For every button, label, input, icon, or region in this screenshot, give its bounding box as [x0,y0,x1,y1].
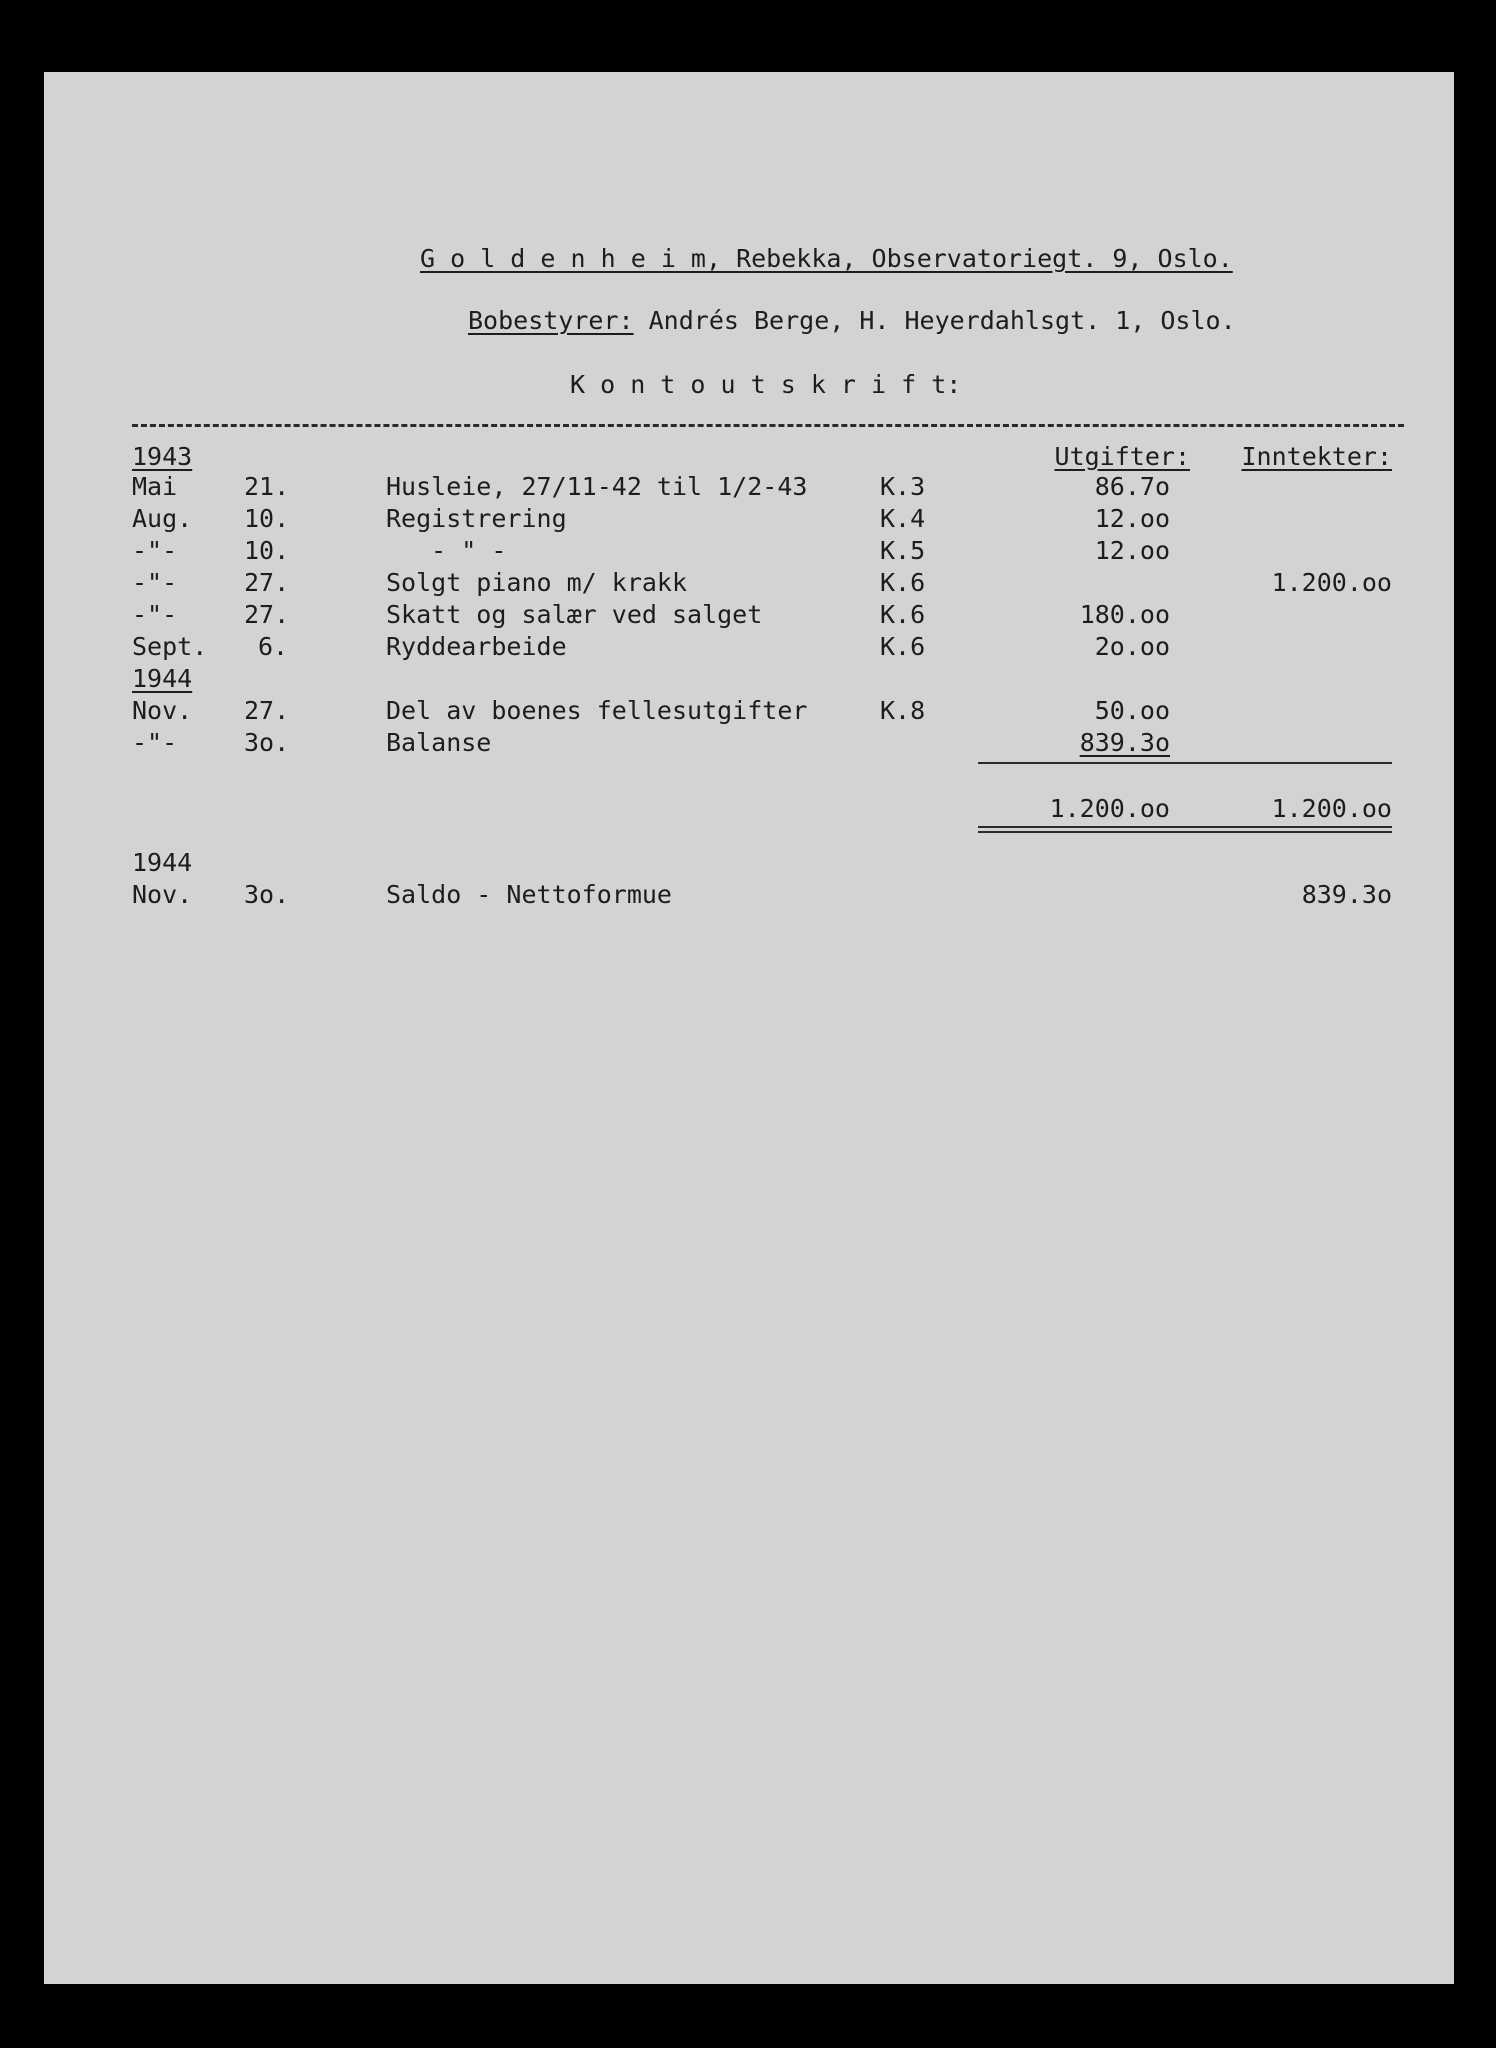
saldo-year: 1944 [132,848,193,877]
row-expense: 86.7o [1094,472,1170,501]
row-text: - " - [386,536,507,565]
document-page [44,72,1454,1984]
year-1944: 1944 [132,664,193,693]
header-rule [132,424,1404,427]
saldo-text: Saldo - Nettoformue [386,880,672,909]
total-expenses: 1.200.oo [1049,794,1170,823]
estate-owner-line: G o l d e n h e i m, Rebekka, Observatoriegt. 9, Oslo. [420,244,1233,273]
row-month: Nov. [132,696,193,725]
row-expense: 2o.oo [1094,632,1170,661]
row-text: Ryddearbeide [386,632,567,661]
row-day: 27. [244,696,290,725]
row-expense: 50.oo [1094,696,1170,725]
row-month: -"- [132,568,178,597]
row-month: -"- [132,728,178,757]
saldo-amount: 839.3o [1301,880,1392,909]
row-ref: K.5 [880,536,926,565]
row-month: Mai [132,472,178,501]
statement-title: K o n t o u t s k r i f t: [570,370,962,399]
saldo-day: 3o. [244,880,290,909]
row-text: Solgt piano m/ krakk [386,568,688,597]
row-day: 27. [244,600,290,629]
row-day: 10. [244,504,290,533]
row-day: 27. [244,568,290,597]
row-ref: K.6 [880,600,926,629]
row-ref: K.8 [880,696,926,725]
row-ref: K.4 [880,504,926,533]
row-day: 6. [258,632,289,661]
row-text: Skatt og salær ved salget [386,600,763,629]
income-column-header: Inntekter: [1241,442,1392,471]
row-month: -"- [132,536,178,565]
row-month: Aug. [132,504,193,533]
administrator-label: Bobestyrer: [468,306,634,335]
row-expense: 180.oo [1079,600,1170,629]
total-income: 1.200.oo [1271,794,1392,823]
year-1943: 1943 [132,442,193,471]
row-income: 1.200.oo [1271,568,1392,597]
saldo-month: Nov. [132,880,193,909]
row-ref: K.3 [880,472,926,501]
row-month: -"- [132,600,178,629]
subtotal-rule [978,762,1392,764]
row-day: 21. [244,472,290,501]
expenses-column-header: Utgifter: [1054,442,1190,471]
row-expense: 12.oo [1094,504,1170,533]
row-expense: 839.3o [1079,728,1170,757]
row-text: Husleie, 27/11-42 til 1/2-43 [386,472,808,501]
row-day: 10. [244,536,290,565]
administrator-line [468,306,1236,336]
administrator-value: Andrés Berge, H. Heyerdahlsgt. 1, Oslo. [633,306,1236,335]
row-text: Del av boenes fellesutgifter [386,696,808,725]
row-ref: K.6 [880,568,926,597]
row-month: Sept. [132,632,208,661]
row-expense: 12.oo [1094,536,1170,565]
total-double-rule [978,826,1392,828]
row-day: 3o. [244,728,290,757]
row-text: Registrering [386,504,567,533]
row-ref: K.6 [880,632,926,661]
row-text: Balanse [386,728,492,757]
